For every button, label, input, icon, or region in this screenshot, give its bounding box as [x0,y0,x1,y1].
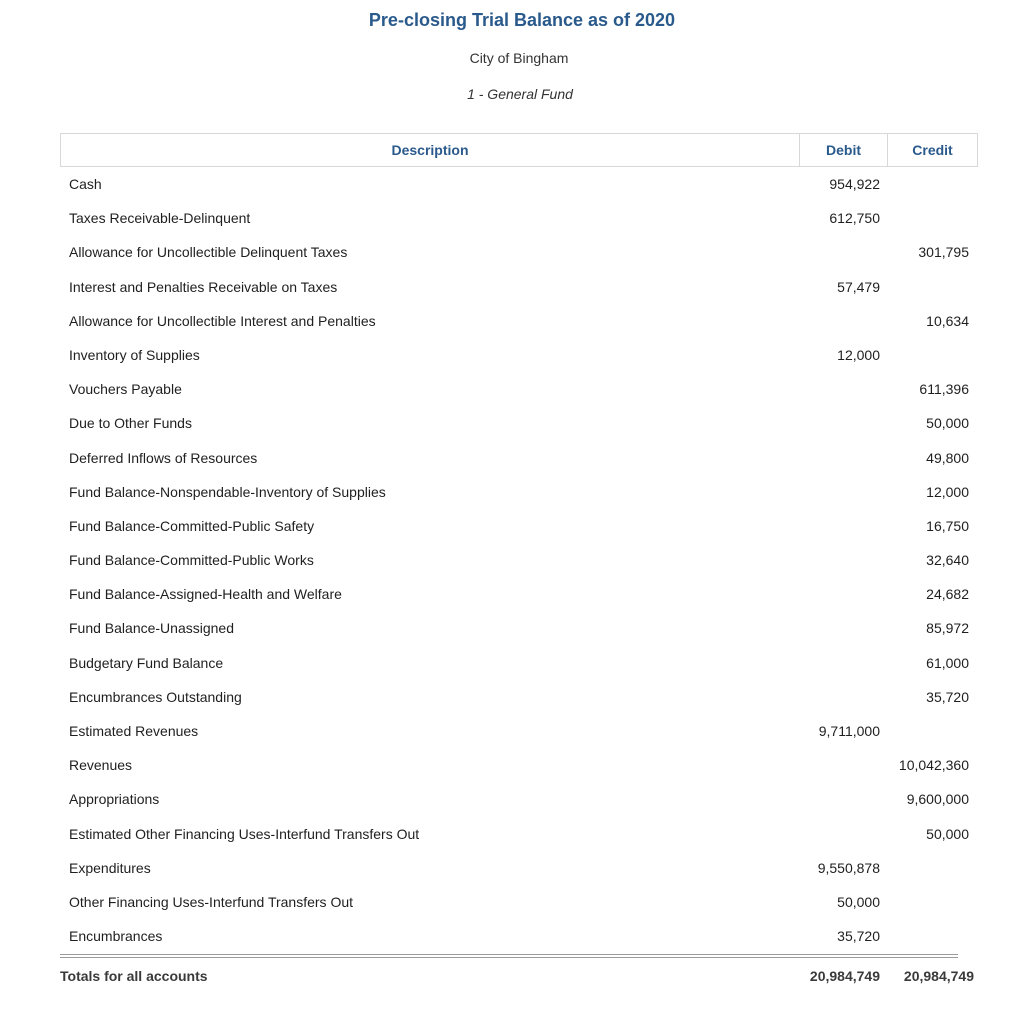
account-description: Fund Balance-Assigned-Health and Welfare [69,586,342,603]
credit-amount: 85,972 [926,620,969,637]
table-row [60,817,978,851]
account-description: Fund Balance-Unassigned [69,620,234,637]
account-description: Budgetary Fund Balance [69,654,224,671]
account-description: Encumbrances [69,928,163,945]
column-header-credit[interactable]: Credit [888,133,978,167]
account-description: Other Financing Uses-Interfund Transfers Out [69,893,354,910]
debit-amount: 9,550,878 [817,859,880,876]
table-row [60,270,978,304]
credit-amount: 24,682 [926,586,969,603]
account-description: Expenditures [69,859,151,876]
debit-amount: 12,000 [837,346,880,363]
table-row [60,782,978,816]
account-description: Inventory of Supplies [69,346,200,363]
account-description: Allowance for Uncollectible Interest and Penalties [69,312,376,329]
fund-name: 1 - General Fund [467,86,573,102]
report-title: Pre-closing Trial Balance as of 2020 [368,10,676,30]
table-row [60,714,978,748]
credit-amount: 16,750 [926,517,969,534]
account-description: Encumbrances Outstanding [69,688,242,705]
table-row [60,201,978,235]
table-row [60,611,978,645]
credit-amount: 12,000 [926,483,969,500]
debit-amount: 57,479 [837,278,880,295]
credit-amount: 32,640 [926,552,969,569]
table-row [60,851,978,885]
account-description: Cash [69,176,102,192]
totals-debit: 20,984,749 [809,968,880,984]
credit-amount: 35,720 [926,688,969,705]
account-description: Vouchers Payable [69,381,182,398]
organization-name: City of Bingham [469,50,569,66]
credit-amount: 50,000 [926,415,969,432]
account-description: Fund Balance-Committed-Public Works [69,552,314,569]
table-row [60,919,978,953]
debit-amount: 954,922 [829,176,880,192]
totals-divider [60,954,958,958]
column-header-description[interactable]: Description [60,133,800,167]
debit-amount: 50,000 [837,893,880,910]
table-row [60,338,978,372]
credit-amount: 49,800 [926,449,969,466]
account-description: Estimated Other Financing Uses-Interfund Transfers Out [69,825,420,842]
credit-amount: 61,000 [926,654,969,671]
credit-amount: 10,042,360 [898,757,969,774]
credit-amount: 611,396 [919,381,969,398]
account-description: Appropriations [69,791,160,808]
account-description: Allowance for Uncollectible Delinquent Taxes [69,244,348,261]
account-description: Taxes Receivable-Delinquent [69,210,251,227]
table-row [60,680,978,714]
table-row [60,646,978,680]
table-row [60,885,978,919]
account-description: Fund Balance-Nonspendable-Inventory of Supplies [69,483,386,500]
table-row [60,543,978,577]
account-description: Interest and Penalties Receivable on Taxes [69,278,338,295]
table-row [60,235,978,269]
table-row [60,577,978,611]
account-description: Due to Other Funds [69,415,192,432]
account-description: Estimated Revenues [69,723,199,739]
debit-amount: 35,720 [837,928,880,945]
table-row [60,406,978,440]
trial-balance-table-body [60,167,978,953]
totals-label: Totals for all accounts [60,968,208,984]
table-row [60,509,978,543]
table-row [60,372,978,406]
credit-amount: 10,634 [926,312,969,329]
table-row [60,304,978,338]
table-row [60,441,978,475]
column-header-debit[interactable]: Debit [800,133,888,167]
credit-amount: 50,000 [926,825,969,842]
account-description: Fund Balance-Committed-Public Safety [69,517,315,534]
account-description: Revenues [69,757,133,774]
table-row [60,167,978,201]
credit-amount: 301,795 [918,244,969,261]
credit-amount: 9,600,000 [906,791,969,808]
account-description: Deferred Inflows of Resources [69,449,258,466]
totals-row [60,968,978,988]
totals-credit: 20,984,749 [903,968,974,984]
table-row [60,748,978,782]
debit-amount: 9,711,000 [818,723,880,739]
table-row [60,475,978,509]
debit-amount: 612,750 [829,210,880,227]
